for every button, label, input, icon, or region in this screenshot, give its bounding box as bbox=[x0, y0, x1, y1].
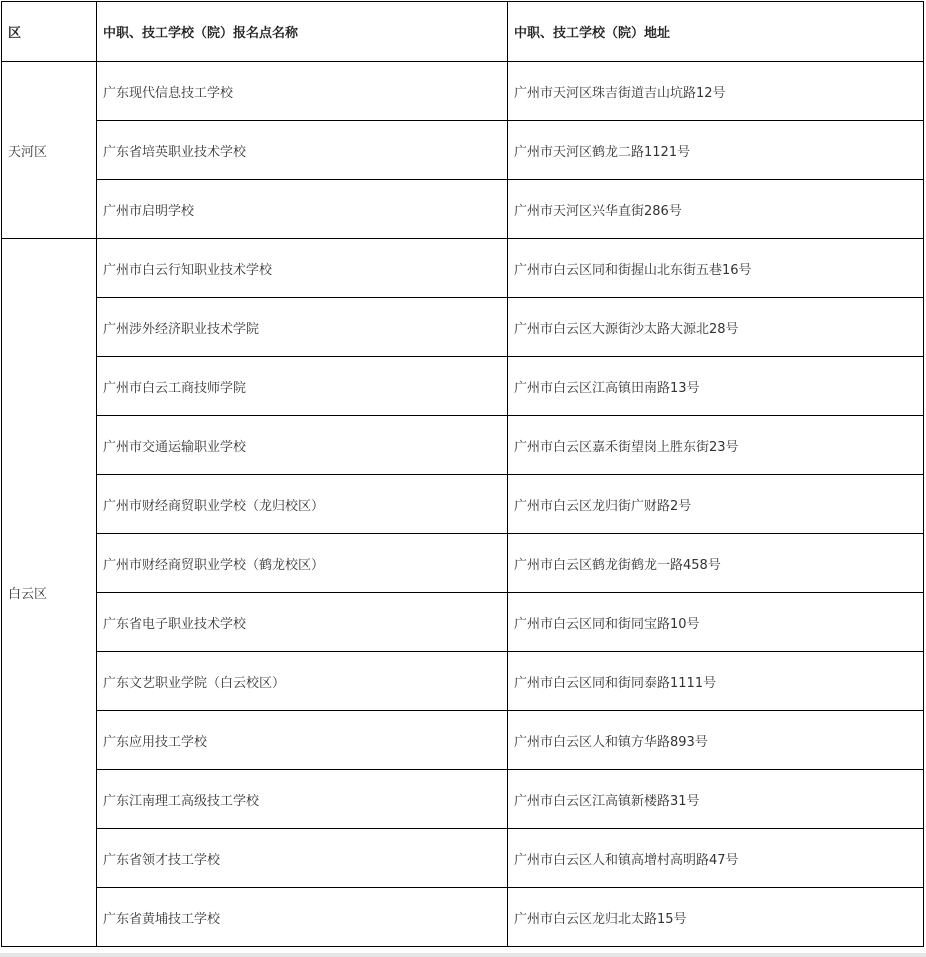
school-name-cell: 广东省培英职业技术学校 bbox=[97, 121, 508, 180]
table-row bbox=[2, 121, 924, 180]
school-name-cell: 广东应用技工学校 bbox=[97, 711, 508, 770]
address-cell: 广州市白云区龙归街广财路2号 bbox=[508, 475, 924, 534]
table-row bbox=[2, 416, 924, 475]
school-name-cell: 广东省电子职业技术学校 bbox=[97, 593, 508, 652]
address-cell: 广州市白云区同和街握山北东街五巷16号 bbox=[508, 239, 924, 298]
table-row bbox=[2, 593, 924, 652]
address-cell: 广州市白云区同和街同泰路1111号 bbox=[508, 652, 924, 711]
school-name-cell: 广东江南理工高级技工学校 bbox=[97, 770, 508, 829]
school-name-cell: 广州市财经商贸职业学校（鹤龙校区） bbox=[97, 534, 508, 593]
table-row bbox=[2, 298, 924, 357]
table-row bbox=[2, 180, 924, 239]
table-row bbox=[2, 829, 924, 888]
registration-table-container bbox=[1, 1, 924, 947]
address-cell: 广州市白云区江高镇新楼路31号 bbox=[508, 770, 924, 829]
table-header-row bbox=[2, 2, 924, 62]
table-row bbox=[2, 239, 924, 298]
table-row bbox=[2, 62, 924, 121]
address-cell: 广州市白云区龙归北太路15号 bbox=[508, 888, 924, 947]
address-cell: 广州市白云区嘉禾街望岗上胜东街23号 bbox=[508, 416, 924, 475]
address-cell: 广州市白云区大源街沙太路大源北28号 bbox=[508, 298, 924, 357]
district-cell-tianhe: 天河区 bbox=[2, 62, 97, 239]
header-address: 中职、技工学校（院）地址 bbox=[508, 2, 924, 62]
table-row bbox=[2, 652, 924, 711]
table-body bbox=[2, 62, 924, 947]
school-name-cell: 广州涉外经济职业技术学院 bbox=[97, 298, 508, 357]
table-row bbox=[2, 534, 924, 593]
address-cell: 广州市天河区兴华直街286号 bbox=[508, 180, 924, 239]
address-cell: 广州市天河区鹤龙二路1121号 bbox=[508, 121, 924, 180]
table-row bbox=[2, 357, 924, 416]
school-name-cell: 广东文艺职业学院（白云校区） bbox=[97, 652, 508, 711]
table-row bbox=[2, 770, 924, 829]
school-name-cell: 广东现代信息技工学校 bbox=[97, 62, 508, 121]
address-cell: 广州市白云区同和街同宝路10号 bbox=[508, 593, 924, 652]
school-name-cell: 广州市交通运输职业学校 bbox=[97, 416, 508, 475]
school-name-cell: 广东省黄埔技工学校 bbox=[97, 888, 508, 947]
address-cell: 广州市天河区珠吉街道吉山坑路12号 bbox=[508, 62, 924, 121]
header-school-name: 中职、技工学校（院）报名点名称 bbox=[97, 2, 508, 62]
header-district: 区 bbox=[2, 2, 97, 62]
table-row bbox=[2, 711, 924, 770]
address-cell: 广州市白云区人和镇高增村高明路47号 bbox=[508, 829, 924, 888]
district-cell-baiyun: 白云区 bbox=[2, 239, 97, 947]
table-row bbox=[2, 475, 924, 534]
horizontal-scrollbar-track[interactable] bbox=[0, 953, 926, 957]
school-name-cell: 广东省领才技工学校 bbox=[97, 829, 508, 888]
address-cell: 广州市白云区人和镇方华路893号 bbox=[508, 711, 924, 770]
school-name-cell: 广州市白云工商技师学院 bbox=[97, 357, 508, 416]
table-row bbox=[2, 888, 924, 947]
school-name-cell: 广州市白云行知职业技术学校 bbox=[97, 239, 508, 298]
school-name-cell: 广州市启明学校 bbox=[97, 180, 508, 239]
registration-points-table bbox=[1, 1, 924, 947]
address-cell: 广州市白云区鹤龙街鹤龙一路458号 bbox=[508, 534, 924, 593]
school-name-cell: 广州市财经商贸职业学校（龙归校区） bbox=[97, 475, 508, 534]
address-cell: 广州市白云区江高镇田南路13号 bbox=[508, 357, 924, 416]
